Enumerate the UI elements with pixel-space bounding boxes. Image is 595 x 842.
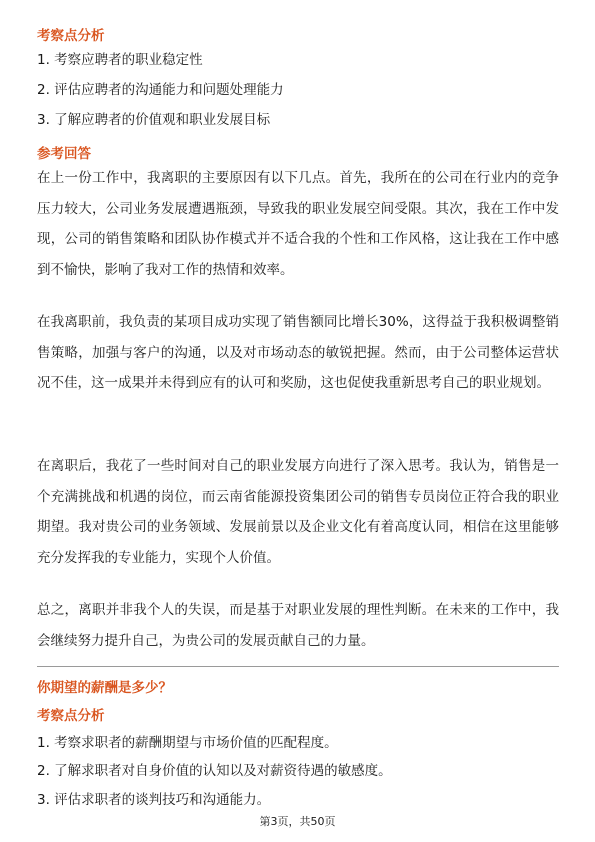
analysis-heading: 考察点分析 [37, 28, 105, 44]
section-divider [37, 666, 559, 667]
analysis-item-2: 2. 评估应聘者的沟通能力和问题处理能力 [37, 82, 284, 98]
analysis-item-3: 3. 了解应聘者的价值观和职业发展目标 [37, 112, 271, 128]
question2-item-2: 2. 了解求职者对自身价值的认知以及对薪资待遇的敏感度。 [37, 763, 392, 779]
answer-paragraph-1: 在上一份工作中，我离职的主要原因有以下几点。首先，我所在的公司在行业内的竞争压力较大，公司业务发展遭遇瓶颈，导致我的职业发展空间受限。其次，我在工作中发现，公司的销售策略和团队协作模式并不适合我的个性和工作风格，这让我在工作中感到不愉快，影响了我对工作的热情和效率。 [37, 170, 559, 278]
analysis-heading-2: 考察点分析 [37, 708, 105, 724]
page-number: 第3页，共50页 [259, 815, 336, 828]
answer-paragraph-4: 总之，离职并非我个人的失误，而是基于对职业发展的理性判断。在未来的工作中，我会继续努力提升自己，为贵公司的发展贡献自己的力量。 [37, 602, 559, 649]
analysis-item-1: 1. 考察应聘者的职业稳定性 [37, 52, 203, 68]
question-title: 你期望的薪酬是多少？ [37, 680, 172, 696]
answer-heading: 参考回答 [37, 146, 91, 162]
answer-paragraph-3: 在离职后，我花了一些时间对自己的职业发展方向进行了深入思考。我认为，销售是一个充满挑战和机遇的岗位，而云南省能源投资集团公司的销售专员岗位正符合我的职业期望。我对贵公司的业务领域、发展前景以及企业文化有着高度认同，相信在这里能够充分发挥我的专业能力，实现个人价值。 [37, 458, 559, 566]
answer-paragraph-2: 在我离职前，我负责的某项目成功实现了销售额同比增长30%，这得益于我积极调整销售策略，加强与客户的沟通，以及对市场动态的敏锐把握。然而，由于公司整体运营状况不佳，这一成果并未得到应有的认可和奖励，这也促使我重新思考自己的职业规划。 [37, 314, 559, 391]
question2-item-1: 1. 考察求职者的薪酬期望与市场价值的匹配程度。 [37, 735, 338, 751]
question2-item-3: 3. 评估求职者的谈判技巧和沟通能力。 [37, 792, 271, 808]
